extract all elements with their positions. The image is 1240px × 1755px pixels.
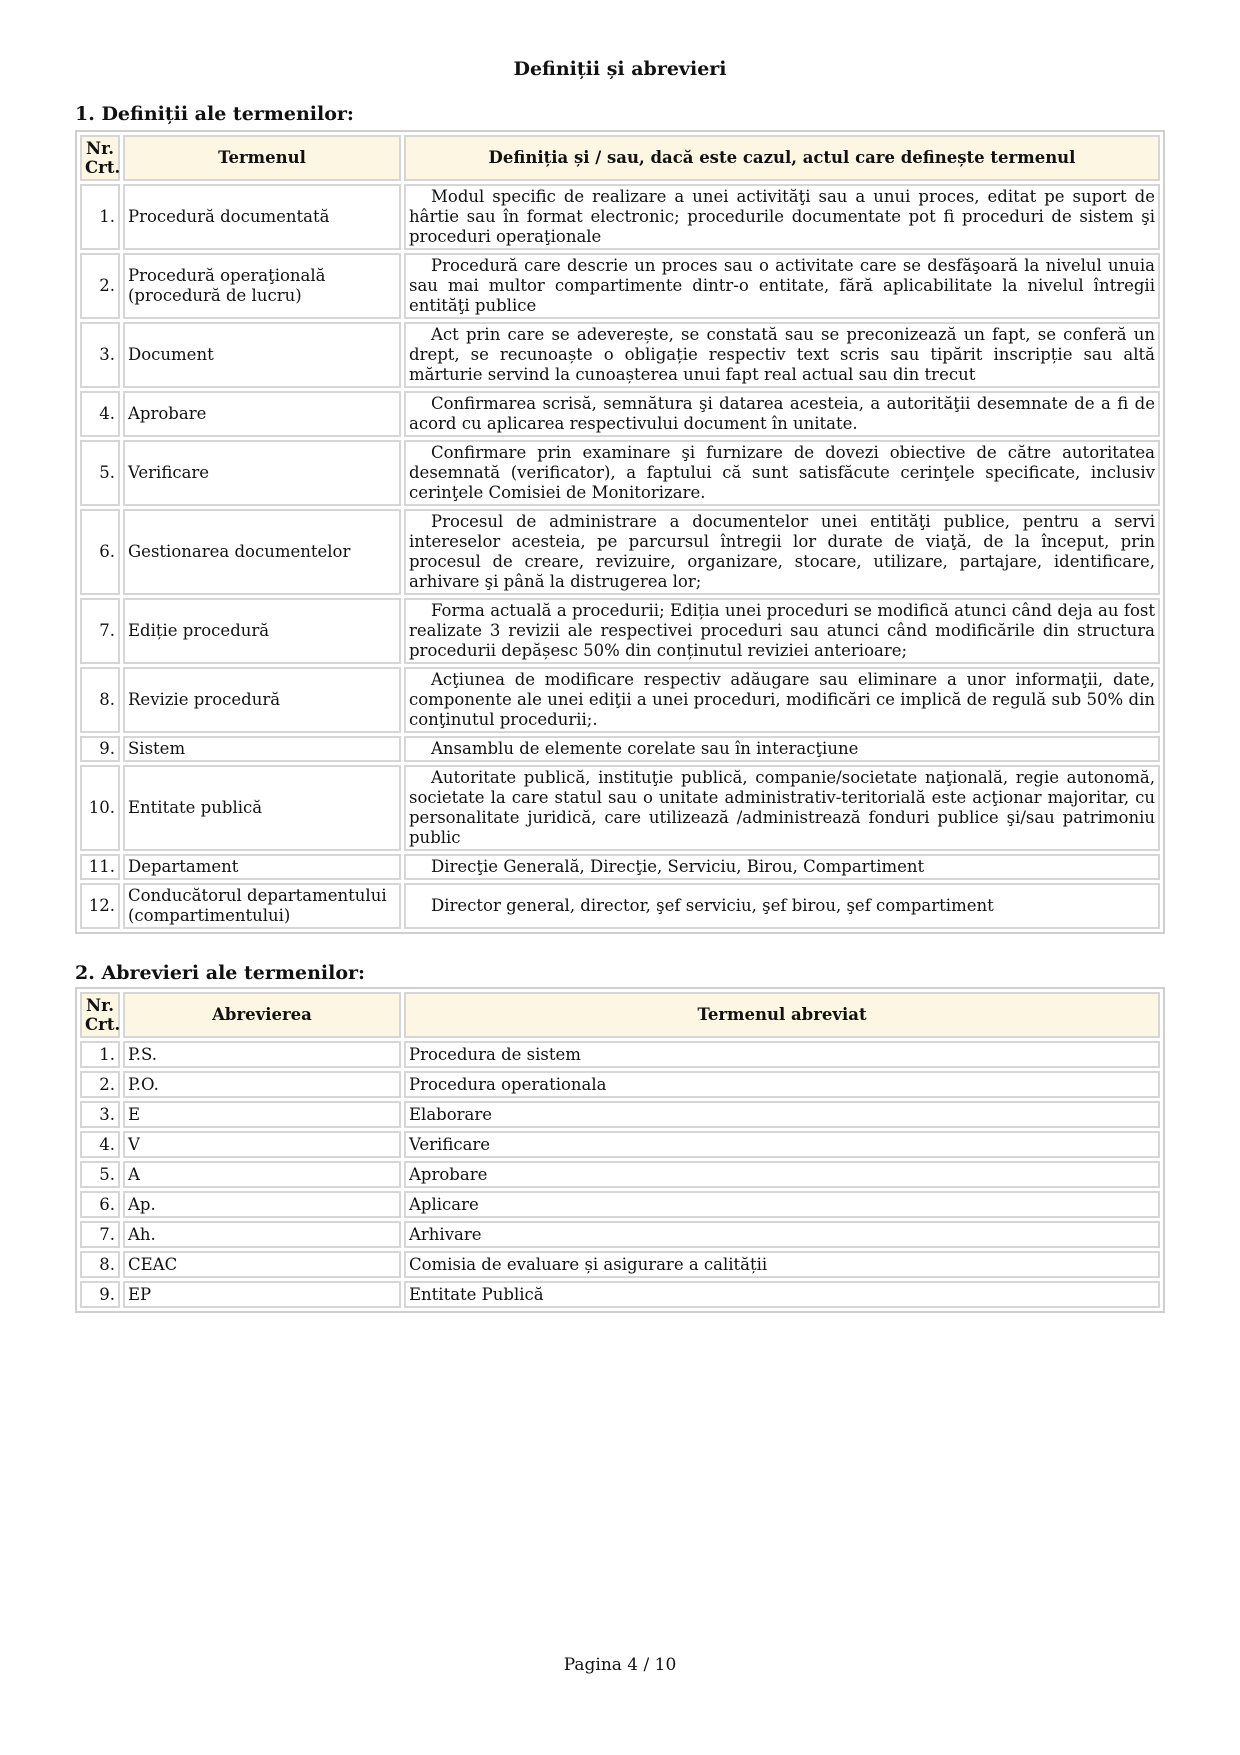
abbreviation: A [123, 1161, 401, 1188]
term-definition: Act prin care se adeverește, se constată sau se preconizează un fapt, se conferă un drept, se recunoaște o obligație respectiv text scris sau tipărit inscripție sau altă mărturie servind la cunoașterea unui fapt real actual sau din trecut [404, 322, 1160, 388]
definition-row [80, 391, 1160, 437]
row-number: 11. [80, 854, 120, 880]
row-number: 3. [80, 322, 120, 388]
row-number: 2. [80, 253, 120, 319]
abbreviation-row [80, 1131, 1160, 1158]
abbreviated-term: Aprobare [404, 1161, 1160, 1188]
term-definition: Modul specific de realizare a unei activităţi sau a unui proces, editat pe suport de hârtie sau în format electronic; procedurile documentate pot fi proceduri de sistem şi proceduri operaţionale [404, 184, 1160, 250]
header-nr-crt: Nr. Crt. [80, 992, 120, 1038]
term-name: Ediție procedură [123, 598, 401, 664]
page-title: Definiții și abrevieri [513, 58, 727, 80]
term-definition: Procedură care descrie un proces sau o activitate care se desfăşoară la nivelul unuia sau mai multor compartimente dintr-o entitate, fără aplicabilitate la nivelul întregii entităţi publice [404, 253, 1160, 319]
term-definition: Procesul de administrare a documentelor unei entităţi publice, pentru a servi intereselor acesteia, pe parcursul întregii lor durate de viaţă, de la început, prin procesul de creare, revizuire, organizare, stocare, utilizare, partajare, identificare, arhivare şi până la distrugerea lor; [404, 509, 1160, 595]
term-name: Departament [123, 854, 401, 880]
row-number: 6. [80, 509, 120, 595]
header-nr-crt: Nr. Crt. [80, 135, 120, 181]
row-number: 5. [80, 440, 120, 506]
definition-row [80, 440, 1160, 506]
term-name: Procedură operaţională (procedură de lucru) [123, 253, 401, 319]
term-name: Aprobare [123, 391, 401, 437]
term-definition: Director general, director, şef serviciu, şef birou, şef compartiment [404, 883, 1160, 929]
term-name: Sistem [123, 736, 401, 762]
abbreviation: P.S. [123, 1041, 401, 1068]
abbreviation-row [80, 1281, 1160, 1308]
abbreviation: P.O. [123, 1071, 401, 1098]
definition-row [80, 184, 1160, 250]
definition-row [80, 854, 1160, 880]
abbreviation-row [80, 1101, 1160, 1128]
abbreviation-row [80, 1251, 1160, 1278]
abbreviated-term: Elaborare [404, 1101, 1160, 1128]
row-number: 1. [80, 1041, 120, 1068]
term-definition: Ansamblu de elemente corelate sau în interacţiune [404, 736, 1160, 762]
term-name: Revizie procedură [123, 667, 401, 733]
definition-row [80, 883, 1160, 929]
row-number: 3. [80, 1101, 120, 1128]
term-name: Conducătorul departamentului (compartimentului) [123, 883, 401, 929]
abbreviation-row [80, 1041, 1160, 1068]
definitions-table [75, 130, 1165, 934]
abbreviated-term: Procedura de sistem [404, 1041, 1160, 1068]
term-definition: Acţiunea de modificare respectiv adăugare sau eliminare a unor informaţii, date, componente ale unei ediţii a unei proceduri, modificări ce implică de regulă sub 50% din conţinutul procedurii;. [404, 667, 1160, 733]
abbreviation: Ap. [123, 1191, 401, 1218]
row-number: 4. [80, 391, 120, 437]
definition-row [80, 322, 1160, 388]
term-name: Entitate publică [123, 765, 401, 851]
term-name: Verificare [123, 440, 401, 506]
abbreviation-row [80, 1071, 1160, 1098]
abbreviated-term: Procedura operationala [404, 1071, 1160, 1098]
row-number: 8. [80, 1251, 120, 1278]
row-number: 2. [80, 1071, 120, 1098]
page-number: Pagina 4 / 10 [563, 1655, 677, 1675]
definition-row [80, 253, 1160, 319]
term-definition: Confirmarea scrisă, semnătura şi datarea acesteia, a autorităţii desemnate de a fi de acord cu aplicarea respectivului document în unitate. [404, 391, 1160, 437]
header-term: Termenul [123, 135, 401, 181]
row-number: 6. [80, 1191, 120, 1218]
definitions-section-title: 1. Definiții ale termenilor: [75, 103, 354, 125]
row-number: 5. [80, 1161, 120, 1188]
row-number: 10. [80, 765, 120, 851]
abbreviation: V [123, 1131, 401, 1158]
abbreviation-row [80, 1161, 1160, 1188]
abbreviation: EP [123, 1281, 401, 1308]
definitions-header-row [80, 135, 1160, 181]
abbreviations-section-title: 2. Abrevieri ale termenilor: [75, 962, 366, 984]
row-number: 8. [80, 667, 120, 733]
row-number: 7. [80, 1221, 120, 1248]
abbreviation-row [80, 1221, 1160, 1248]
row-number: 4. [80, 1131, 120, 1158]
abbreviation: E [123, 1101, 401, 1128]
abbreviations-header-row [80, 992, 1160, 1038]
header-abbreviated-term: Termenul abreviat [404, 992, 1160, 1038]
row-number: 1. [80, 184, 120, 250]
row-number: 7. [80, 598, 120, 664]
row-number: 9. [80, 1281, 120, 1308]
definition-row [80, 736, 1160, 762]
header-definition: Definiția și / sau, dacă este cazul, actul care definește termenul [404, 135, 1160, 181]
abbreviation: Ah. [123, 1221, 401, 1248]
definition-row [80, 509, 1160, 595]
abbreviated-term: Comisia de evaluare și asigurare a calității [404, 1251, 1160, 1278]
abbreviated-term: Entitate Publică [404, 1281, 1160, 1308]
header-abbreviation: Abrevierea [123, 992, 401, 1038]
abbreviation: CEAC [123, 1251, 401, 1278]
term-name: Procedură documentată [123, 184, 401, 250]
abbreviated-term: Aplicare [404, 1191, 1160, 1218]
definition-row [80, 765, 1160, 851]
row-number: 12. [80, 883, 120, 929]
abbreviated-term: Arhivare [404, 1221, 1160, 1248]
definition-row [80, 667, 1160, 733]
term-name: Gestionarea documentelor [123, 509, 401, 595]
definition-row [80, 598, 1160, 664]
term-definition: Direcţie Generală, Direcţie, Serviciu, Birou, Compartiment [404, 854, 1160, 880]
term-definition: Autoritate publică, instituţie publică, companie/societate naţională, regie autonomă, societate la care statul sau o unitate administrativ-teritorială este acţionar majoritar, cu personalitate juridică, care utilizează /administrează fonduri publice şi/sau patrimoniu public [404, 765, 1160, 851]
abbreviated-term: Verificare [404, 1131, 1160, 1158]
abbreviations-table [75, 987, 1165, 1313]
row-number: 9. [80, 736, 120, 762]
term-definition: Confirmare prin examinare şi furnizare de dovezi obiective de către autoritatea desemnată (verificator), a faptului că sunt satisfăcute cerinţele specificate, inclusiv cerinţele Comisiei de Monitorizare. [404, 440, 1160, 506]
abbreviation-row [80, 1191, 1160, 1218]
term-definition: Forma actuală a procedurii; Ediția unei proceduri se modifică atunci când deja au fost realizate 3 revizii ale respectivei proceduri sau atunci când modificările din structura procedurii depășesc 50% din conținutul reviziei anterioare; [404, 598, 1160, 664]
term-name: Document [123, 322, 401, 388]
